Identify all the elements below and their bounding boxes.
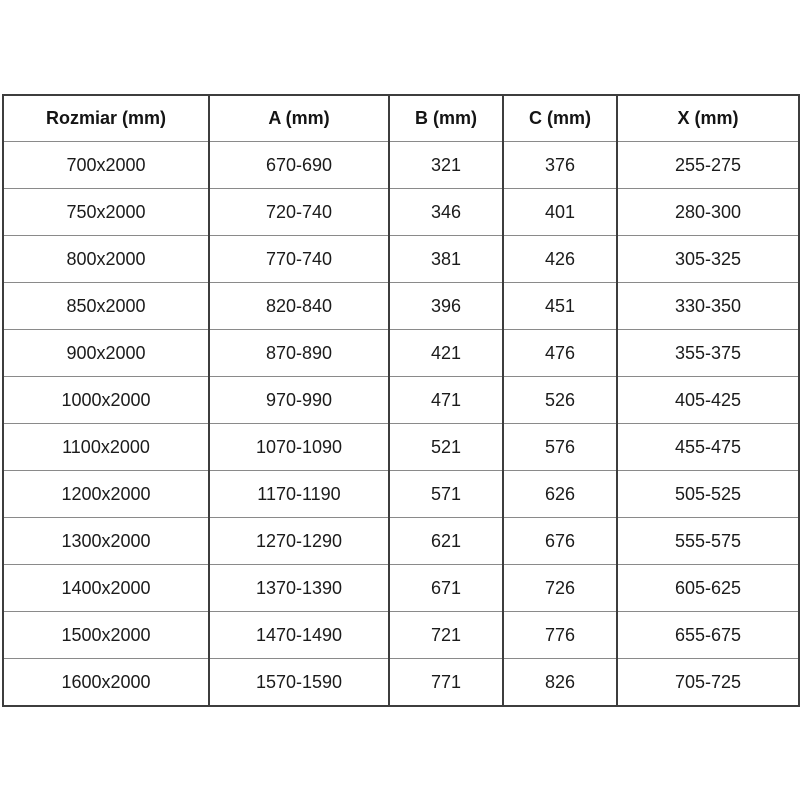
table-cell: 451	[503, 283, 617, 330]
table-cell: 676	[503, 518, 617, 565]
table-cell: 621	[389, 518, 503, 565]
table-cell: 571	[389, 471, 503, 518]
table-cell: 850x2000	[3, 283, 209, 330]
table-cell: 255-275	[617, 142, 799, 189]
table-cell: 720-740	[209, 189, 389, 236]
table-cell: 1270-1290	[209, 518, 389, 565]
table-header-row	[3, 95, 799, 142]
table-cell: 800x2000	[3, 236, 209, 283]
table-row	[3, 330, 799, 377]
table-cell: 970-990	[209, 377, 389, 424]
table-cell: 405-425	[617, 377, 799, 424]
header-cell-c: C (mm)	[503, 95, 617, 142]
table-cell: 476	[503, 330, 617, 377]
table-cell: 655-675	[617, 612, 799, 659]
table-row	[3, 236, 799, 283]
table-row	[3, 424, 799, 471]
table-row	[3, 659, 799, 707]
table-cell: 396	[389, 283, 503, 330]
table-cell: 455-475	[617, 424, 799, 471]
table-cell: 1400x2000	[3, 565, 209, 612]
table-cell: 771	[389, 659, 503, 707]
table-cell: 626	[503, 471, 617, 518]
table-cell: 870-890	[209, 330, 389, 377]
table-cell: 355-375	[617, 330, 799, 377]
table-cell: 776	[503, 612, 617, 659]
table-cell: 750x2000	[3, 189, 209, 236]
table-cell: 1000x2000	[3, 377, 209, 424]
table-cell: 820-840	[209, 283, 389, 330]
table-cell: 421	[389, 330, 503, 377]
table-row	[3, 471, 799, 518]
table-cell: 401	[503, 189, 617, 236]
table-cell: 526	[503, 377, 617, 424]
table-cell: 1570-1590	[209, 659, 389, 707]
table-cell: 770-740	[209, 236, 389, 283]
header-cell-rozmiar: Rozmiar (mm)	[3, 95, 209, 142]
table-cell: 321	[389, 142, 503, 189]
table-cell: 330-350	[617, 283, 799, 330]
table-cell: 826	[503, 659, 617, 707]
table-cell: 521	[389, 424, 503, 471]
size-table	[2, 94, 800, 707]
table-cell: 671	[389, 565, 503, 612]
table-cell: 555-575	[617, 518, 799, 565]
header-cell-a: A (mm)	[209, 95, 389, 142]
table-cell: 726	[503, 565, 617, 612]
table-cell: 605-625	[617, 565, 799, 612]
table-cell: 1500x2000	[3, 612, 209, 659]
table-row	[3, 189, 799, 236]
table-cell: 900x2000	[3, 330, 209, 377]
table-row	[3, 612, 799, 659]
table-cell: 670-690	[209, 142, 389, 189]
table-cell: 381	[389, 236, 503, 283]
table-cell: 376	[503, 142, 617, 189]
table-cell: 700x2000	[3, 142, 209, 189]
header-cell-x: X (mm)	[617, 95, 799, 142]
table-cell: 1300x2000	[3, 518, 209, 565]
table-cell: 1100x2000	[3, 424, 209, 471]
table-row	[3, 565, 799, 612]
table-cell: 471	[389, 377, 503, 424]
table-row	[3, 283, 799, 330]
table-cell: 1200x2000	[3, 471, 209, 518]
table-cell: 1470-1490	[209, 612, 389, 659]
header-cell-b: B (mm)	[389, 95, 503, 142]
table-cell: 721	[389, 612, 503, 659]
table-cell: 505-525	[617, 471, 799, 518]
table-cell: 705-725	[617, 659, 799, 707]
table-cell: 280-300	[617, 189, 799, 236]
table-cell: 426	[503, 236, 617, 283]
table-cell: 576	[503, 424, 617, 471]
table-cell: 1600x2000	[3, 659, 209, 707]
table-cell: 305-325	[617, 236, 799, 283]
table-row	[3, 142, 799, 189]
table-cell: 1370-1390	[209, 565, 389, 612]
table-cell: 1170-1190	[209, 471, 389, 518]
table-cell: 1070-1090	[209, 424, 389, 471]
table-cell: 346	[389, 189, 503, 236]
table-row	[3, 377, 799, 424]
table-row	[3, 518, 799, 565]
